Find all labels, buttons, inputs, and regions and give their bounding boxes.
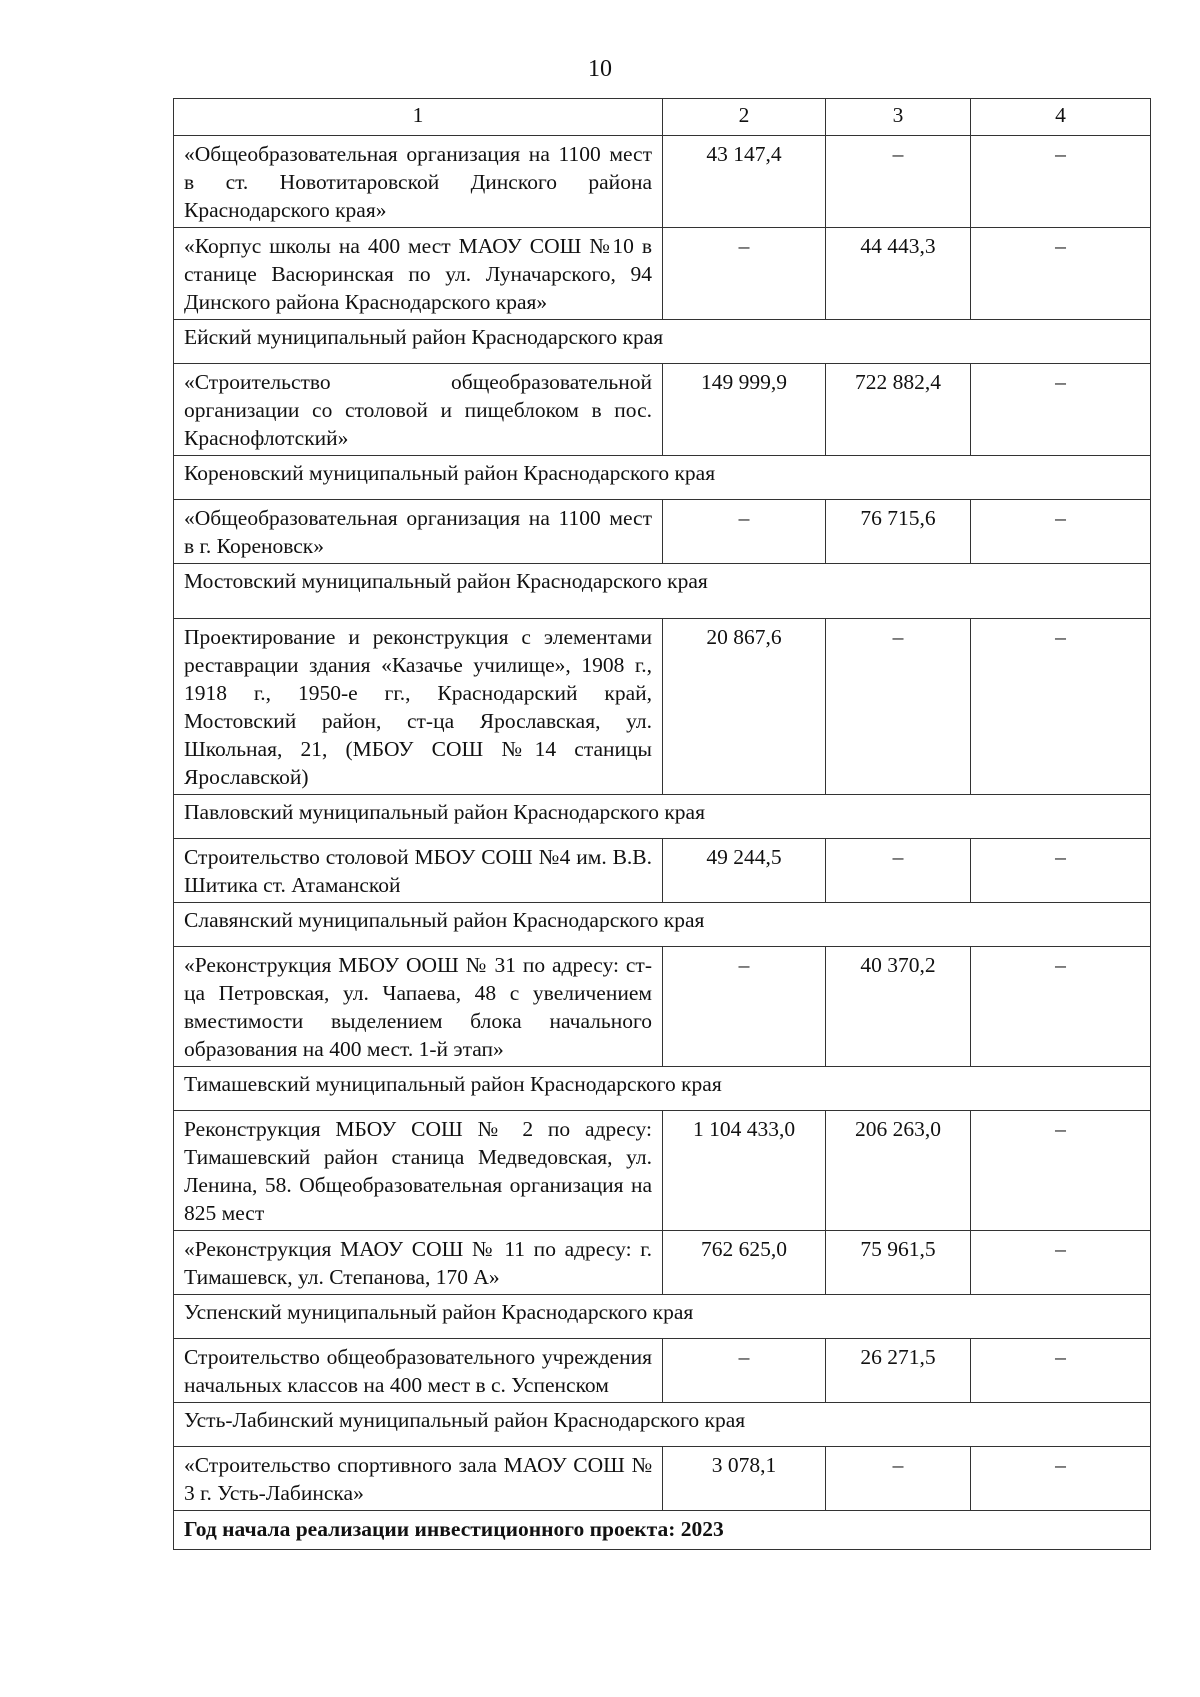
project-value-col-4: – <box>971 1231 1151 1295</box>
project-row <box>174 500 1151 564</box>
project-value-col-2: 149 999,9 <box>663 364 826 456</box>
project-value-col-2: 49 244,5 <box>663 839 826 903</box>
project-name: «Общеобразовательная организация на 1100 мест в г. Кореновск» <box>174 500 663 564</box>
project-row <box>174 1231 1151 1295</box>
project-name: Строительство общеобразовательного учреждения начальных классов на 400 мест в с. Успенском <box>174 1339 663 1403</box>
district-row <box>174 903 1151 947</box>
project-value-col-3: 26 271,5 <box>826 1339 971 1403</box>
project-value-col-3: 722 882,4 <box>826 364 971 456</box>
project-value-col-4: – <box>971 1447 1151 1511</box>
project-value-col-4: – <box>971 500 1151 564</box>
project-value-col-2: 762 625,0 <box>663 1231 826 1295</box>
project-value-col-3: 44 443,3 <box>826 228 971 320</box>
project-value-col-4: – <box>971 228 1151 320</box>
project-name: «Общеобразовательная организация на 1100 мест в ст. Новотитаровской Динского района Краснодарского края» <box>174 136 663 228</box>
project-row <box>174 228 1151 320</box>
project-value-col-2: – <box>663 500 826 564</box>
header-col-3: 3 <box>826 99 971 136</box>
project-name: «Реконструкция МАОУ СОШ № 11 по адресу: г. Тимашевск, ул. Степанова, 170 А» <box>174 1231 663 1295</box>
header-col-4: 4 <box>971 99 1151 136</box>
district-name: Успенский муниципальный район Краснодарского края <box>174 1295 1151 1339</box>
header-col-1: 1 <box>174 99 663 136</box>
district-name: Ейский муниципальный район Краснодарского края <box>174 320 1151 364</box>
district-name: Кореновский муниципальный район Краснодарского края <box>174 456 1151 500</box>
table-header-row <box>174 99 1151 136</box>
project-row <box>174 1339 1151 1403</box>
project-row <box>174 1111 1151 1231</box>
project-value-col-2: 1 104 433,0 <box>663 1111 826 1231</box>
project-value-col-2: – <box>663 1339 826 1403</box>
district-row <box>174 320 1151 364</box>
project-value-col-2: 43 147,4 <box>663 136 826 228</box>
project-row <box>174 839 1151 903</box>
project-value-col-2: 3 078,1 <box>663 1447 826 1511</box>
project-value-col-3: 40 370,2 <box>826 947 971 1067</box>
district-row <box>174 1067 1151 1111</box>
district-row <box>174 1295 1151 1339</box>
project-row <box>174 136 1151 228</box>
project-value-col-4: – <box>971 619 1151 795</box>
project-name: «Строительство общеобразовательной организации со столовой и пищеблоком в пос. Краснофлотский» <box>174 364 663 456</box>
district-row <box>174 456 1151 500</box>
project-value-col-4: – <box>971 1339 1151 1403</box>
project-value-col-4: – <box>971 364 1151 456</box>
district-name: Тимашевский муниципальный район Краснодарского края <box>174 1067 1151 1111</box>
district-name: Усть-Лабинский муниципальный район Краснодарского края <box>174 1403 1151 1447</box>
project-value-col-4: – <box>971 136 1151 228</box>
project-value-col-3: 75 961,5 <box>826 1231 971 1295</box>
project-value-col-2: – <box>663 947 826 1067</box>
district-name: Мостовский муниципальный район Краснодарского края <box>174 564 1151 619</box>
project-value-col-4: – <box>971 1111 1151 1231</box>
footer-row <box>174 1511 1151 1550</box>
project-start-year: Год начала реализации инвестиционного проекта: 2023 <box>174 1511 1151 1550</box>
project-value-col-3: – <box>826 619 971 795</box>
project-value-col-3: – <box>826 136 971 228</box>
project-value-col-3: – <box>826 1447 971 1511</box>
project-name: Проектирование и реконструкция с элементами реставрации здания «Казачье училище», 1908 г., 1918 г., 1950-е гг., Краснодарский край, Мостовский район, ст-ца Ярославская, ул. Школьная, 21, (МБОУ СОШ №14 станицы Ярославской) <box>174 619 663 795</box>
project-value-col-2: – <box>663 228 826 320</box>
project-row <box>174 619 1151 795</box>
district-name: Славянский муниципальный район Краснодарского края <box>174 903 1151 947</box>
project-value-col-4: – <box>971 947 1151 1067</box>
project-row <box>174 364 1151 456</box>
project-value-col-3: – <box>826 839 971 903</box>
investment-projects-table <box>173 98 1151 1550</box>
project-value-col-3: 206 263,0 <box>826 1111 971 1231</box>
project-value-col-4: – <box>971 839 1151 903</box>
project-name: Реконструкция МБОУ СОШ № 2 по адресу: Тимашевский район станица Медведовская, ул. Ленина, 58. Общеобразовательная организация на 825 мест <box>174 1111 663 1231</box>
district-row <box>174 795 1151 839</box>
project-name: «Реконструкция МБОУ ООШ № 31 по адресу: ст-ца Петровская, ул. Чапаева, 48 с увеличением вместимости выделением блока начального образования на 400 мест. 1-й этап» <box>174 947 663 1067</box>
project-name: Строительство столовой МБОУ СОШ №4 им. В.В. Шитика ст. Атаманской <box>174 839 663 903</box>
district-row <box>174 1403 1151 1447</box>
project-row <box>174 1447 1151 1511</box>
project-value-col-2: 20 867,6 <box>663 619 826 795</box>
district-row <box>174 564 1151 619</box>
project-name: «Строительство спортивного зала МАОУ СОШ № 3 г. Усть-Лабинска» <box>174 1447 663 1511</box>
district-name: Павловский муниципальный район Краснодарского края <box>174 795 1151 839</box>
project-row <box>174 947 1151 1067</box>
page-number: 10 <box>588 56 612 82</box>
header-col-2: 2 <box>663 99 826 136</box>
project-value-col-3: 76 715,6 <box>826 500 971 564</box>
project-name: «Корпус школы на 400 мест МАОУ СОШ №10 в станице Васюринская по ул. Луначарского, 94 Динского района Краснодарского края» <box>174 228 663 320</box>
